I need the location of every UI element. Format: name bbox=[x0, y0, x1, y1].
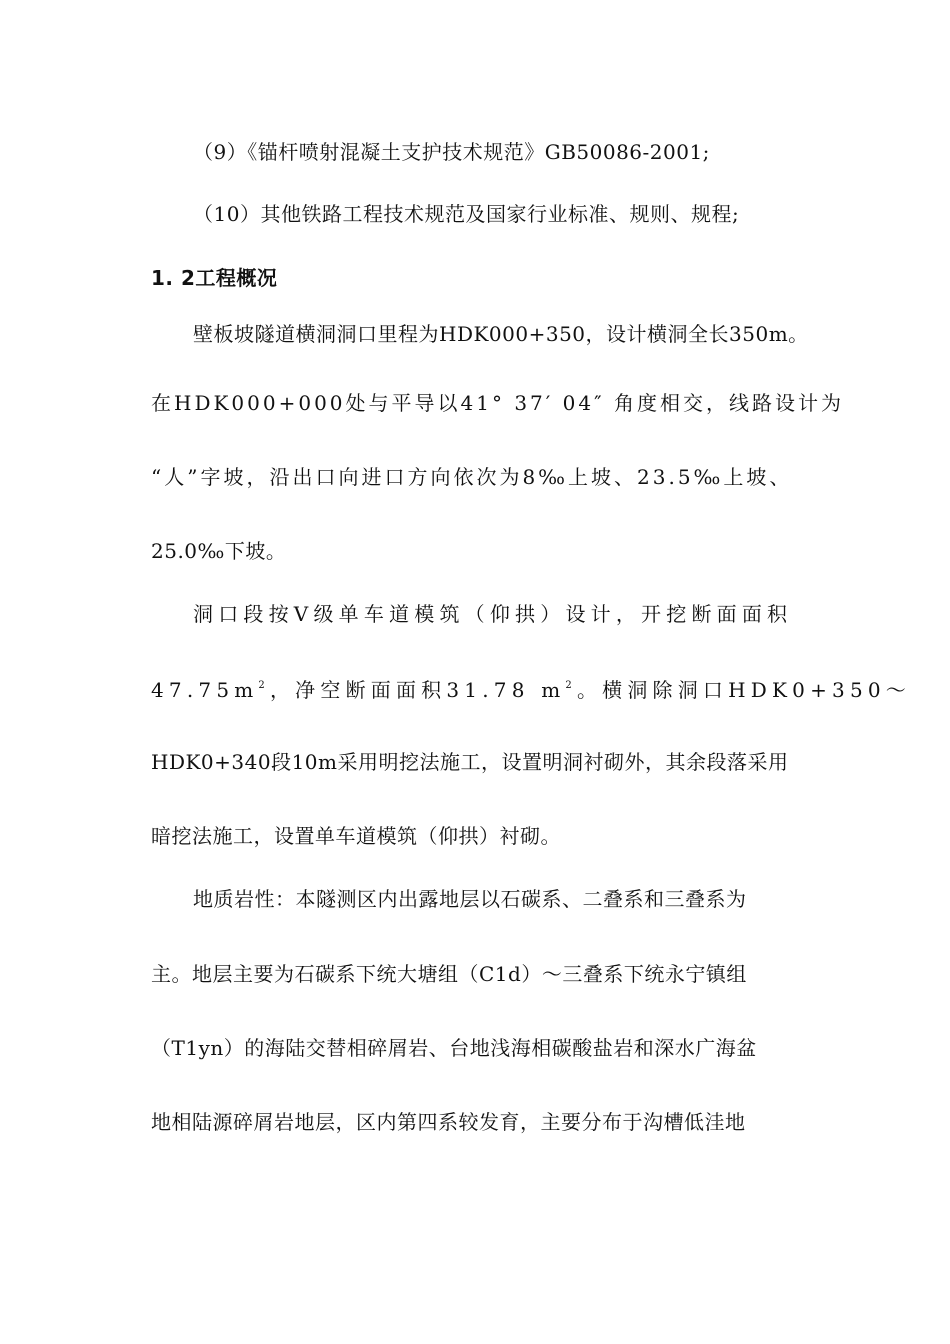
paragraph-3-line-4: 地相陆源碎屑岩地层，区内第四系较发育，主要分布于沟槽低洼地 bbox=[151, 1110, 746, 1134]
paragraph-1-line-3: “人”字坡，沿出口向进口方向依次为8‰上坡、23.5‰上坡、 bbox=[151, 465, 793, 489]
area-value-1: 47.75m bbox=[151, 678, 259, 702]
superscript-2: 2 bbox=[565, 680, 577, 691]
area-value-2: ，净空断面面积31.78 m bbox=[269, 678, 566, 702]
superscript-1: 2 bbox=[258, 680, 270, 691]
paragraph-2-line-2 bbox=[151, 677, 912, 703]
paragraph-1-line-2: 在HDK000+000处与平导以41° 37′ 04″ 角度相交，线路设计为 bbox=[151, 391, 844, 415]
paragraph-2-line-4: 暗挖法施工，设置单车道模筑（仰拱）衬砌。 bbox=[151, 824, 561, 848]
reference-item-10: （10）其他铁路工程技术规范及国家行业标准、规则、规程; bbox=[193, 202, 740, 226]
reference-item-9: （9）《锚杆喷射混凝土支护技术规范》GB50086-2001; bbox=[193, 140, 710, 164]
paragraph-3-line-2: 主。地层主要为石碳系下统大塘组（C1d）～三叠系下统永宁镇组 bbox=[151, 962, 747, 986]
paragraph-2-line-3: HDK0+340段10m采用明挖法施工，设置明洞衬砌外，其余段落采用 bbox=[151, 750, 789, 774]
section-heading: 1. 2工程概况 bbox=[151, 266, 278, 290]
tunnel-range: 。横洞除洞口HDK0+350～ bbox=[576, 678, 912, 702]
paragraph-2-line-1: 洞口段按V级单车道模筑（仰拱）设计，开挖断面面积 bbox=[193, 602, 793, 626]
paragraph-1-line-4: 25.0‰下坡。 bbox=[151, 539, 287, 563]
paragraph-3-line-1: 地质岩性：本隧测区内出露地层以石碳系、二叠系和三叠系为 bbox=[193, 887, 747, 911]
paragraph-1-line-1: 壁板坡隧道横洞洞口里程为HDK000+350，设计横洞全长350m。 bbox=[193, 322, 809, 346]
paragraph-3-line-3: （T1yn）的海陆交替相碎屑岩、台地浅海相碳酸盐岩和深水广海盆 bbox=[151, 1036, 757, 1060]
